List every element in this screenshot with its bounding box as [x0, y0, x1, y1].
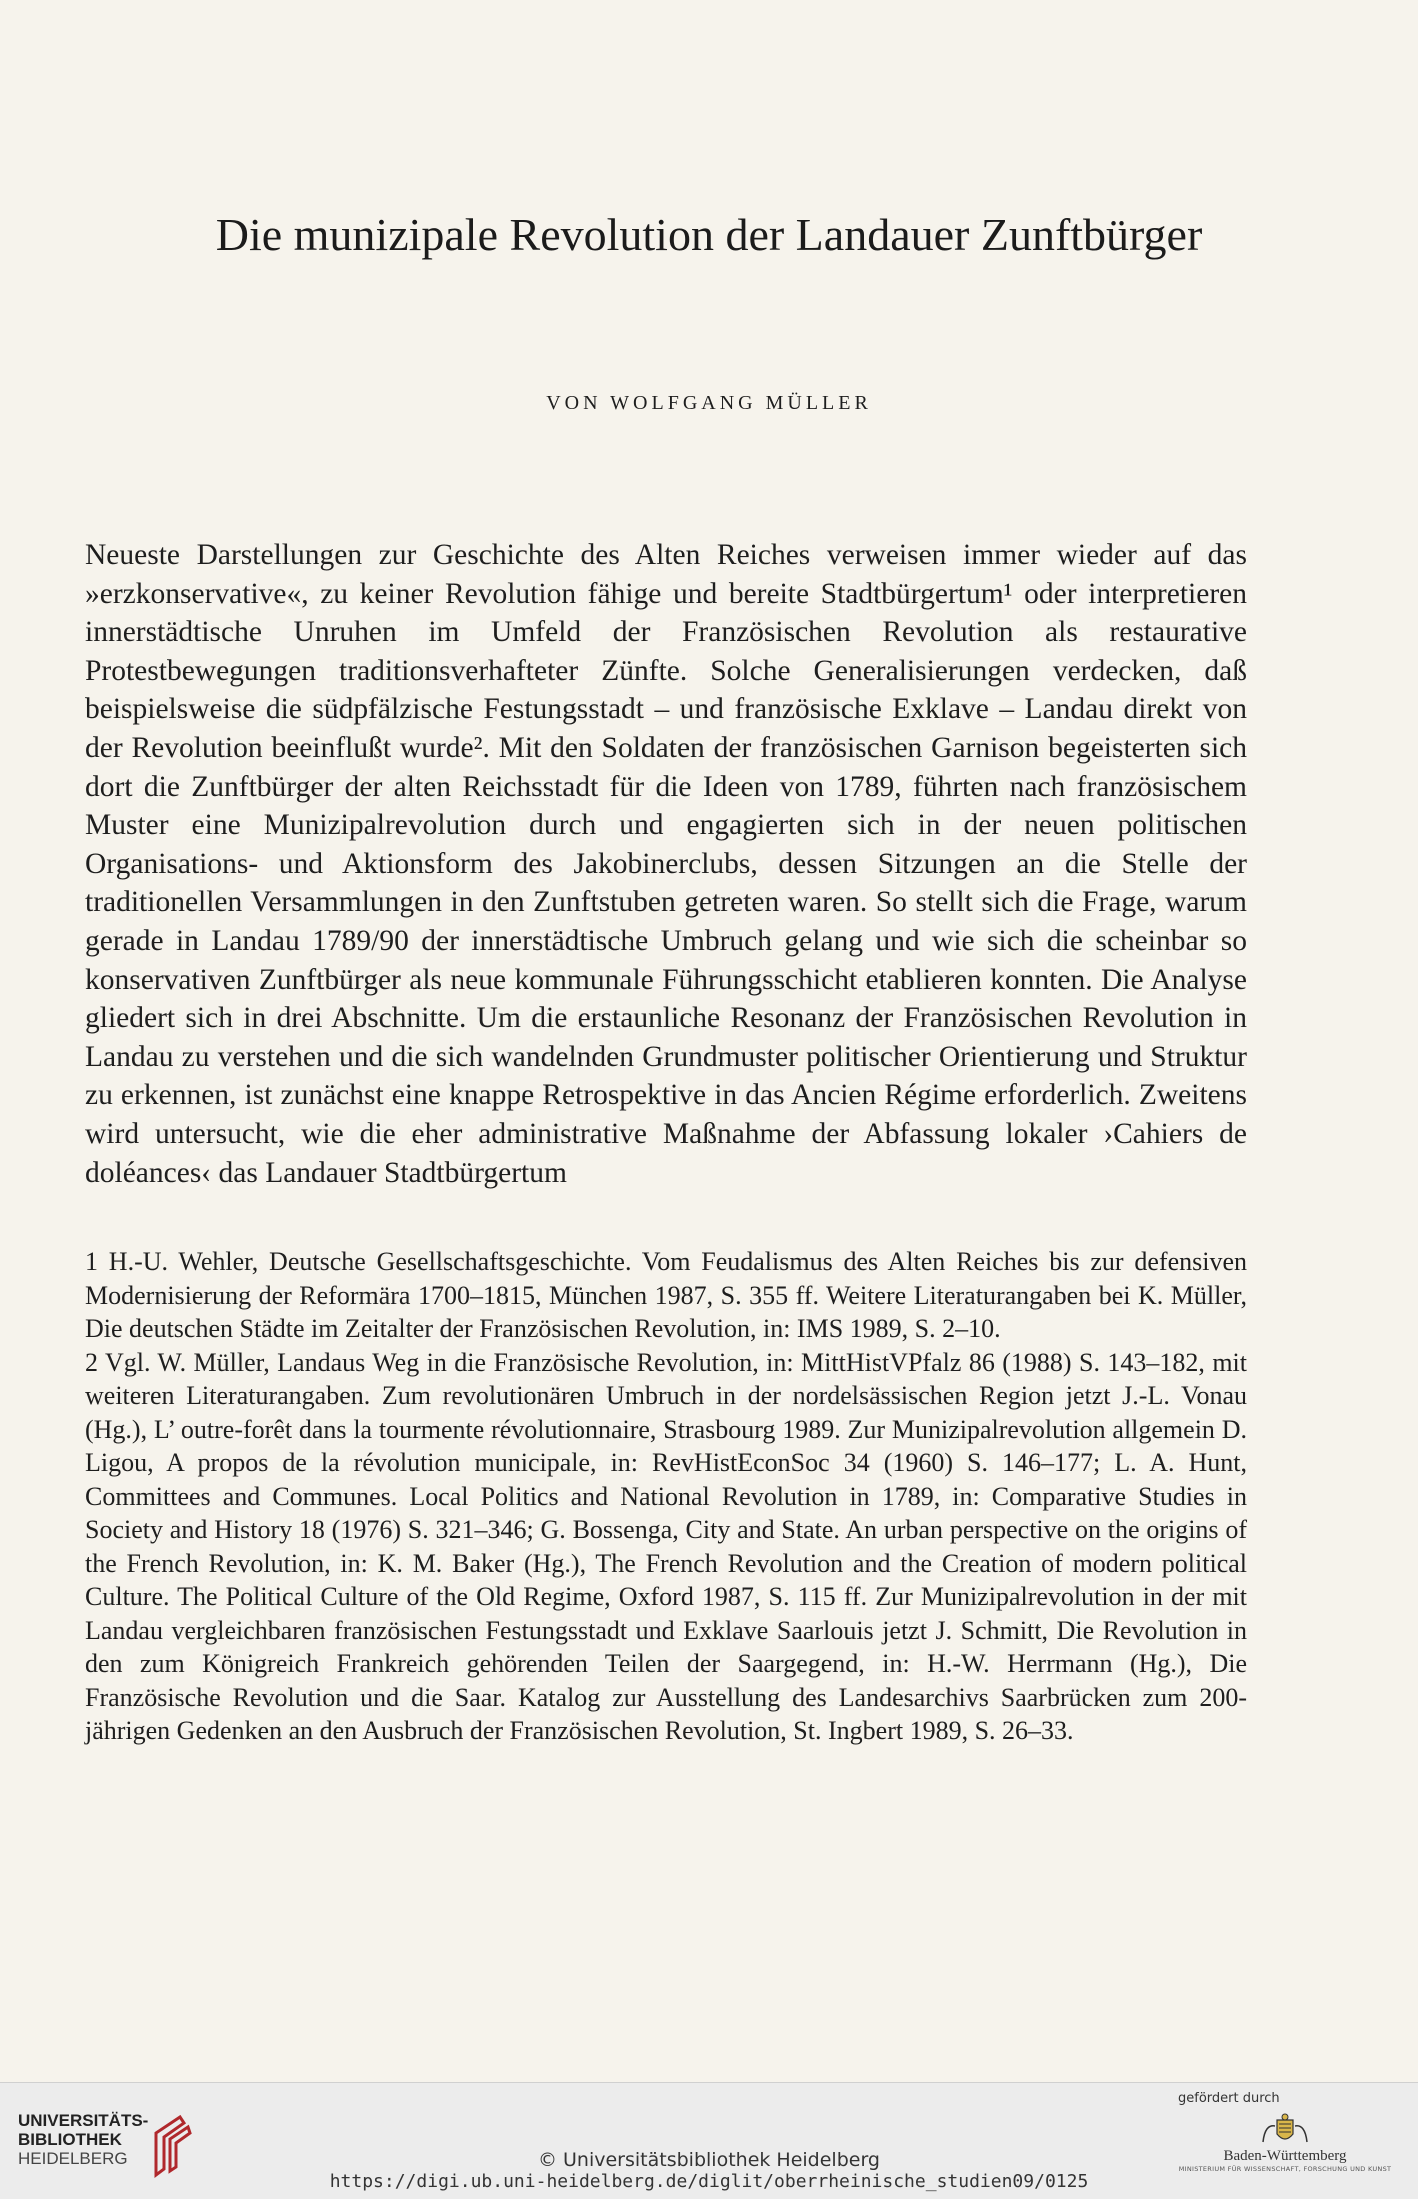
ub-logo-line3: HEIDELBERG — [18, 2149, 128, 2168]
footnote-2: 2 Vgl. W. Müller, Landaus Weg in die Französische Revolution, in: MittHistVPfalz 86 (1988) S. 143–182, mit weiteren Literaturangaben. Zum revolutionären Umbruch in der nordelsässischen Region jetzt J.-L. Vonau (Hg.), L’ outre-forêt dans la tourmente révolutionnaire, Strasbourg 1989. Zur Munizipalrevolution allgemein D. Ligou, A propos de la révolution municipale, in: RevHistEconSoc 34 (1960) S. 146–177; L. A. Hunt, Committees and Communes. Local Politics and National Revolution in 1789, in: Comparative Studies in Society and History 18 (1976) S. 321–346; G. Bossenga, City and State. An urban perspective on the origins of the French Revolution, in: K. M. Baker (Hg.), The French Revolution and the Creation of modern political Culture. The Political Culture of the Old Regime, Oxford 1987, S. 115 ff. Zur Munizipalrevolution in der mit Landau vergleichbaren französischen Festungsstadt und Exklave Saarlouis jetzt J. Schmitt, Die Revolution in den zum Königreich Frankreich gehörenden Teilen der Saargegend, in: H.-W. Herrmann (Hg.), Die Französische Revolution und die Saar. Katalog zur Ausstellung des Landesarchivs Saarbrücken zum 200-jährigen Gedenken an den Ausbruch der Französischen Revolution, St. Ingbert 1989, S. 26–33. — [85, 1347, 1247, 1745]
sponsor-name: Baden-Württemberg — [1223, 2148, 1347, 2164]
library-footer — [0, 2082, 1418, 2199]
article-title: Die munizipale Revolution der Landauer Zunftbürger — [215, 209, 1203, 260]
body-paragraph: Neueste Darstellungen zur Geschichte des Alten Reiches verweisen immer wieder auf das »erzkonservative«, zu keiner Revolution fähige und bereite Stadtbürgertum¹ oder interpretieren innerstädtische Unruhen im Umfeld der Französischen Revolution als restaurative Protestbewegungen traditionsverhafteter Zünfte. Solche Generalisierungen verdecken, daß beispielsweise die südpfälzische Festungsstadt – und französische Exklave – Landau direkt von der Revolution beeinflußt wurde². Mit den Soldaten der französischen Garnison begeisterten sich dort die Zunftbürger der alten Reichsstadt für die Ideen von 1789, führten nach französischem Muster eine Munizipalrevolution durch und engagierten sich in der neuen politischen Organisations- und Aktionsform des Jakobinerclubs, dessen Sitzungen an die Stelle der traditionellen Versammlungen in den Zunftstuben getreten waren. So stellt sich die Frage, warum gerade in Landau 1789/90 der innerstädtische Umbruch gelang und wie sich die scheinbar so konservativen Zunftbürger als neue kommunale Führungsschicht etablieren konnten. Die Analyse gliedert sich in drei Abschnitte. Um die erstaunliche Resonanz der Französischen Revolution in Landau zu verstehen und die sich wandelnden Grundmuster politischer Orientierung und Struktur zu erkennen, ist zunächst eine knappe Retrospektive in das Ancien Régime erforderlich. Zweitens wird untersucht, wie die eher administrative Maßnahme der Abfassung lokaler ›Cahiers de doléances‹ das Landauer Stadtbürgertum — [85, 539, 1247, 1189]
page-url-link[interactable]: https://digi.ub.uni-heidelberg.de/diglit/oberrheinische_studien09/0125 — [329, 2171, 1089, 2192]
footnote-1: 1 H.-U. Wehler, Deutsche Gesellschaftsgeschichte. Vom Feudalismus des Alten Reiches bis zur defensiven Modernisierung der Reformära 1700–1815, München 1987, S. 355 ff. Weitere Literaturangaben bei K. Müller, Die deutschen Städte im Zeitalter der Französischen Revolution, in: IMS 1989, S. 2–10. — [85, 1247, 1247, 1343]
sponsor-ministry: MINISTERIUM FÜR WISSENSCHAFT, FORSCHUNG UND KUNST — [1178, 2165, 1392, 2173]
footnotes — [85, 1245, 1247, 1748]
baden-wuerttemberg-coat-of-arms-icon — [1255, 2112, 1315, 2148]
sponsor-label: gefördert durch — [1178, 2091, 1280, 2106]
article-author: VON WOLFGANG MÜLLER — [546, 392, 872, 414]
copyright-notice: © Universitätsbibliothek Heidelberg — [537, 2149, 880, 2171]
ub-logo-line2: BIBLIOTHEK — [18, 2130, 122, 2149]
ub-logo-line1: UNIVERSITÄTS- — [18, 2111, 149, 2130]
sponsor-block[interactable] — [1170, 2091, 1400, 2173]
bleed-through-shadow — [260, 78, 1240, 100]
